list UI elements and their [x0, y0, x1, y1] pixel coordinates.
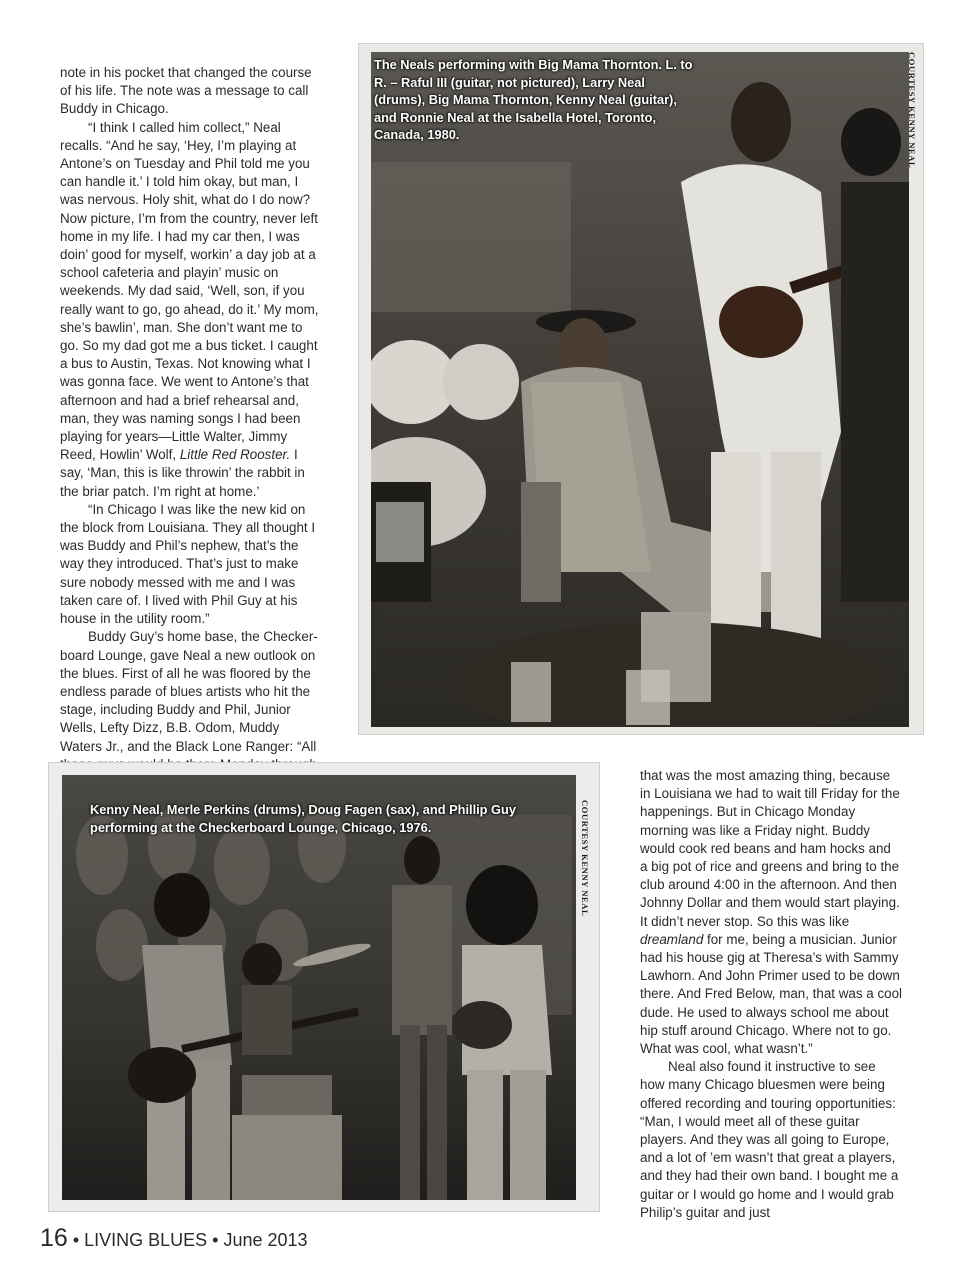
photo-big-mama-thornton [358, 43, 924, 735]
photo-caption: The Neals performing with Big Mama Thornton. L. to R. – Raful III (guitar, not pictured), Larry Neal (drums), Big Mama Thornton, Kenny Neal (guitar), and Ronnie Neal at the Isabella Hotel, Toronto, Canada, 1980. [374, 57, 693, 142]
photo-image [62, 775, 576, 1200]
emphasis: dreamland [640, 931, 704, 947]
footer-publication: • LIVING BLUES • June 2013 [67, 1230, 308, 1250]
page-number: 16 [40, 1224, 68, 1252]
song-title: Little Red Rooster. [179, 447, 291, 463]
photo-credit: COURTESY KENNY NEAL [907, 52, 917, 169]
article-column-left [60, 64, 322, 792]
paragraph: note in his pocket that changed the course of his life. The note was a message to call Buddy in Chicago. [60, 65, 312, 117]
paragraph: that was the most amazing thing, because in Louisiana we had to wait till Friday for the happenings. But in Chicago Monday morning was like a Friday night. Buddy would cook red beans and ham hocks and a big pot of rice and greens and bring to the club around 4:00 in the afternoon. And then Johnny Dollar and them would start playing. It didn’t never stop. So this was like dreamland for me, being a musician. Junior had his house gig at Theresa’s with Sammy Lawhorn. And John Primer used to be down there. And Fred Below, man, that was a cool dude. He used to always school me about hip stuff around Chicago. Where not to go. What was cool, what wasn’t.” [640, 768, 903, 1057]
article-column-right [640, 767, 902, 1222]
paragraph: “I think I called him collect,” Neal recalls. “And he say, ‘Hey, I’m playing at Antone’s on Tuesday and Phil told me you can handle it.’ I told him okay, but man, I was nervous. Holy shit, what do I do now? Now picture, I’m from the country, never left home in my life. I had my car then, I was doin’ good for myself, workin’ a day job at a school cafeteria and playin’ music on weekends. My dad said, ‘Well, son, if you really want to go, go ahead, do it.’ My mom, she’s bawlin’, man. She don’t want me to go. So my dad got me a bus ticket. I caught a bus to Austin, Texas. Not knowing what I was gonna face. We went to Antone’s that afternoon and had a brief rehearsal and, man, they was naming songs I had been playing for years—Little Walter, Jimmy Reed, Howlin’ Wolf, Little Red Rooster. I say, ‘Man, this is like throwin’ the rabbit in the briar patch. I’m right at home.’ [60, 119, 319, 499]
paragraph: “In Chicago I was like the new kid on the block from Louisiana. They all thought I was Buddy and Phil’s nephew, that’s the way they introduced. That’s just to make sure nobody messed with me and I was taken care of. I lived with Phil Guy at his house in the utility room.” [60, 501, 316, 627]
paragraph: Neal also found it instructive to see how many Chicago bluesmen were being offered recording and touring opportunities: “Man, I would meet all of these guitar players. And they was all going to Europe, and a lot of ’em wasn’t that great a players, and they had their own band. I bought me a guitar or I would go home and I would grab Philip’s guitar and just [640, 1059, 899, 1220]
page-footer [40, 1224, 308, 1253]
photo-image [371, 52, 909, 727]
paragraph: Buddy Guy’s home base, the Checkerboard Lounge, gave Neal a new outlook on the blues. First of all he was floored by the endless parade of blues artists who hit the stage, including Buddy and Phil, Junior Wells, Lefty Dizz, B.B. Odom, Muddy Waters Jr., and the Black Lone Ranger: “All [60, 629, 318, 754]
photo-caption: Kenny Neal, Merle Perkins (drums), Doug Fagen (sax), and Phillip Guy performing at the Checkerboard Lounge, Chicago, 1976. [90, 802, 516, 835]
photo-credit: COURTESY KENNY NEAL [580, 800, 590, 917]
